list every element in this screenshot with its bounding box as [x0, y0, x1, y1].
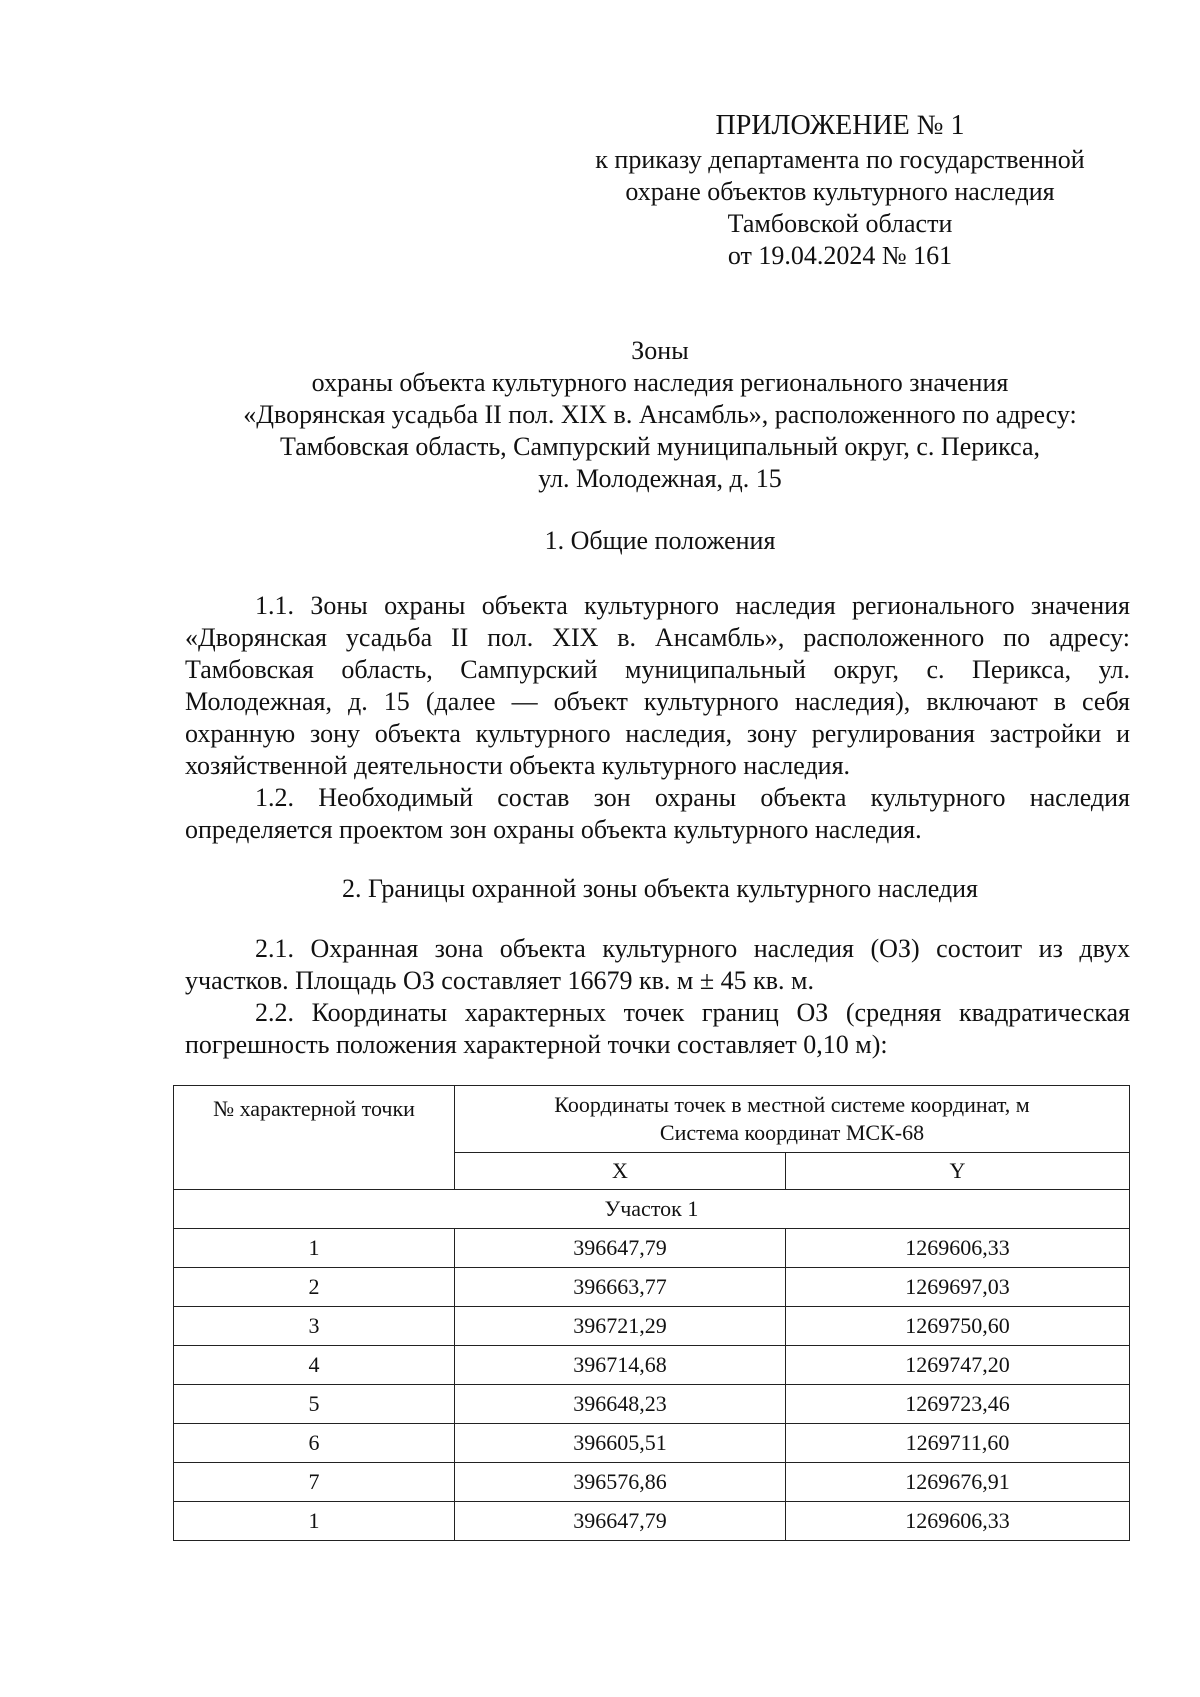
paragraph-2-1: 2.1. Охранная зона объекта культурного наследия (ОЗ) состоит из двух участков. Площадь ОЗ составляет 16679 кв. м ± 45 кв. м. [185, 934, 1130, 995]
coord-y: 1269606,33 [786, 1502, 1130, 1541]
annex-line: охране объектов культурного наследия [625, 177, 1055, 206]
title-line: Зоны [631, 336, 689, 365]
title-line: охраны объекта культурного наследия регионального значения [311, 368, 1009, 397]
coord-x: 396647,79 [455, 1502, 786, 1541]
coord-y: 1269747,20 [786, 1346, 1130, 1385]
coord-y: 1269750,60 [786, 1307, 1130, 1346]
table-section-label: Участок 1 [174, 1190, 1130, 1229]
coord-y: 1269697,03 [786, 1268, 1130, 1307]
annex-line: к приказу департамента по государственной [595, 145, 1085, 174]
title-line: ул. Молодежная, д. 15 [538, 464, 782, 493]
coordinates-table [173, 1085, 1130, 1541]
header-y: Y [786, 1153, 1130, 1190]
title-line: Тамбовская область, Сампурский муниципальный округ, с. Перикса, [279, 432, 1041, 461]
annex-title: ПРИЛОЖЕНИЕ № 1 [715, 110, 965, 141]
table-row [174, 1268, 1130, 1307]
document-title [180, 335, 1140, 495]
coord-x: 396714,68 [455, 1346, 786, 1385]
table-row [174, 1502, 1130, 1541]
coord-y: 1269711,60 [786, 1424, 1130, 1463]
section-1-heading: 1. Общие положения [544, 526, 776, 555]
coord-x: 396647,79 [455, 1229, 786, 1268]
coord-x: 396663,77 [455, 1268, 786, 1307]
coord-x: 396576,86 [455, 1463, 786, 1502]
paragraph-2-2: 2.2. Координаты характерных точек границ ОЗ (средняя квадратическая погрешность положения характерной точки составляет 0,10 м): [185, 998, 1130, 1059]
coord-y: 1269606,33 [786, 1229, 1130, 1268]
point-number: 1 [174, 1229, 455, 1268]
point-number: 2 [174, 1268, 455, 1307]
table-row [174, 1463, 1130, 1502]
point-number: 3 [174, 1307, 455, 1346]
point-number: 7 [174, 1463, 455, 1502]
header-point-number: № характерной точки [174, 1086, 455, 1190]
coord-x: 396721,29 [455, 1307, 786, 1346]
table-row [174, 1424, 1130, 1463]
paragraph-1-2: 1.2. Необходимый состав зон охраны объекта культурного наследия определяется проектом зон охраны объекта культурного наследия. [185, 783, 1130, 844]
table-row [174, 1229, 1130, 1268]
table-row [174, 1307, 1130, 1346]
coord-x: 396648,23 [455, 1385, 786, 1424]
section-2-heading: 2. Границы охранной зоны объекта культурного наследия [341, 874, 979, 903]
point-number: 6 [174, 1424, 455, 1463]
header-coordinates-line: Координаты точек в местной системе координат, м [554, 1092, 1030, 1117]
header-coordinate-system: Система координат МСК-68 [659, 1120, 925, 1145]
coord-y: 1269723,46 [786, 1385, 1130, 1424]
point-number: 1 [174, 1502, 455, 1541]
point-number: 4 [174, 1346, 455, 1385]
annex-line: Тамбовской области [727, 209, 953, 238]
header-coordinates [455, 1086, 1130, 1153]
coord-x: 396605,51 [455, 1424, 786, 1463]
table-row [174, 1385, 1130, 1424]
coord-y: 1269676,91 [786, 1463, 1130, 1502]
header-x: X [455, 1153, 786, 1190]
paragraph-1-1: 1.1. Зоны охраны объекта культурного наследия регионального значения «Дворянская усадьба II пол. XIX в. Ансамбль», расположенного по адресу: Тамбовская область, Сампурский муниципальный округ, с. Перикса, ул. Молодежная, д. 15 (далее — объект культурного наследия), включают в себя охранную зону объекта культурного наследия, зону регулирования застройки и хозяйственной деятельности объекта культурного наследия. [185, 591, 1130, 780]
point-number: 5 [174, 1385, 455, 1424]
table-row [174, 1346, 1130, 1385]
title-line: «Дворянская усадьба II пол. XIX в. Ансамбль», расположенного по адресу: [243, 400, 1077, 429]
annex-date-number: от 19.04.2024 № 161 [727, 241, 953, 270]
annex-header [560, 110, 1120, 272]
